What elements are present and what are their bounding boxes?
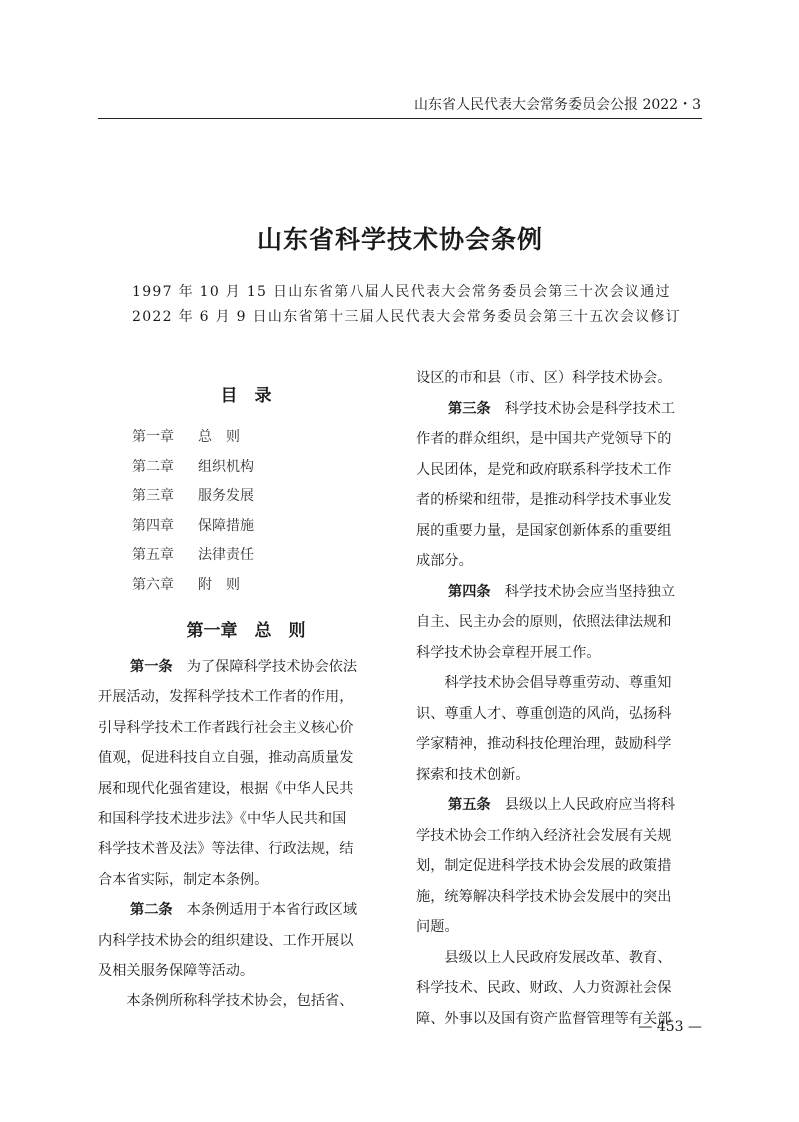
line-text: 识、尊重人才、尊重创造的风尚，弘扬科 [416,705,672,722]
line-text: 展的重要力量，是国家创新体系的重要组 [416,522,672,539]
text-line [98,991,394,1011]
text-line [416,948,706,968]
line-text: 展和现代化强省建设，根据《中华人民共 [98,780,354,797]
text-line [98,931,394,951]
toc-heading: 目 录 [220,386,272,406]
text-line [416,582,706,602]
line-text: 学家精神，推动科技伦理治理，鼓励科学 [416,736,672,752]
line-text: 科学技术协会章程开展工作。 [416,644,601,661]
toc-chapter-number: 第一章 [132,429,174,445]
text-line [98,748,394,768]
line-text: 设区的市和县（市、区）科学技术协会。 [416,370,672,386]
toc-chapter-number: 第四章 [132,517,174,534]
line-text: 探索和技术创新。 [416,766,530,783]
toc-item [132,486,254,506]
toc-item [132,516,254,536]
line-text: 者的桥梁和纽带，是推动科学技术事业发 [416,492,672,508]
article-number: 第三条 [448,400,491,417]
line-text: 自主、民主办会的原则，依照法律法规和 [416,614,672,630]
header-rule [98,118,702,119]
toc-item [132,457,254,477]
toc-item [132,427,240,447]
text-line [98,718,394,738]
toc-chapter-number: 第六章 [132,576,174,593]
line-text: 施，统筹解决科学技术协会发展中的突出 [416,888,672,905]
line-text: 障、外事以及国有资产监督管理等有关部 [416,1010,672,1027]
text-line [98,961,394,981]
text-line [416,551,706,571]
text-line [416,765,706,785]
line-text: 和国科学技术进步法》《中华人民共和国 [98,811,347,827]
line-text: 引导科学技术工作者践行社会主义核心价 [98,719,354,736]
article-number: 第四条 [448,583,491,600]
text-line [98,657,394,677]
text-line [416,795,706,815]
text-line [416,826,706,846]
line-text: 科学技术协会倡导尊重劳动、尊重知 [416,675,672,691]
adoption-note: 1997 年 10 月 15 日山东省第八届人民代表大会常务委员会第三十次会议通过 [132,284,671,300]
running-head: 山东省人民代表大会常务委员会公报 2022・3 [414,97,701,113]
text-line [98,687,394,707]
toc-chapter-title: 附 则 [198,576,240,593]
text-line [416,521,706,541]
line-text: 开展活动，发挥科学技术工作者的作用， [98,689,354,706]
chapter-heading: 第一章 总 则 [186,621,306,641]
text-line [98,870,394,890]
line-text: 值观，促进科技自立自强，推动高质量发 [98,750,354,767]
line-text: 科学技术、民政、财政、人力资源社会保 [416,980,672,996]
line-text: 划，制定促进科学技术协会发展的政策措 [416,858,672,874]
toc-chapter-title: 服务发展 [198,488,254,504]
line-text: 内科学技术协会的组织建设、工作开展以 [98,932,354,949]
toc-item [132,545,254,565]
document-title: 山东省科学技术协会条例 [256,225,543,254]
line-text: 问题。 [416,919,459,935]
line-text: 县级以上人民政府发展改革、教育、 [416,949,672,966]
line-text: 成部分。 [416,553,473,569]
text-line [416,734,706,754]
article-number: 第一条 [130,659,173,675]
toc-chapter-number: 第五章 [132,547,174,563]
line-text: 人民团体，是党和政府联系科学技术工作 [416,461,672,478]
line-text: 科学技术协会是科学技术工 [490,400,676,417]
revision-note: 2022 年 6 月 9 日山东省第十三届人民代表大会常务委员会第三十五次会议修订 [132,309,681,325]
line-text: 合本省实际，制定本条例。 [98,871,269,888]
text-line [98,779,394,799]
toc-chapter-title: 总 则 [198,429,240,445]
line-text: 本条例适用于本省行政区域 [172,902,358,919]
text-line [98,839,394,859]
line-text: 科学技术协会应当坚持独立 [490,583,676,600]
line-text: 科学技术普及法》等法律、行政法规，结 [98,841,354,858]
line-text: 本条例所称科学技术协会，包括省、 [98,993,354,1010]
article-number: 第二条 [130,902,173,919]
text-line [416,368,706,388]
text-line [416,490,706,510]
line-text: 县级以上人民政府应当将科 [490,797,676,813]
text-line [416,887,706,907]
text-line [416,978,706,998]
text-line [98,809,394,829]
text-line [416,429,706,449]
text-line [416,856,706,876]
line-text: 为了保障科学技术协会依法 [172,659,358,675]
page-number: — 453 — [638,1019,702,1035]
text-line [416,460,706,480]
line-text: 作者的群众组织，是中国共产党领导下的 [416,431,672,447]
line-text: 学技术协会工作纳入经济社会发展有关规 [416,827,672,844]
article-number: 第五条 [448,797,491,813]
text-line [416,643,706,663]
text-line [416,917,706,937]
text-line [416,399,706,419]
toc-chapter-title: 组织机构 [198,458,254,475]
toc-item [132,575,240,595]
text-line [416,673,706,693]
text-line [416,612,706,632]
line-text: 及相关服务保障等活动。 [98,963,255,979]
toc-chapter-title: 保障措施 [198,517,254,534]
toc-chapter-number: 第三章 [132,488,174,504]
toc-chapter-number: 第二章 [132,458,174,475]
toc-chapter-title: 法律责任 [198,547,254,563]
text-line [416,704,706,724]
text-line [98,900,394,920]
